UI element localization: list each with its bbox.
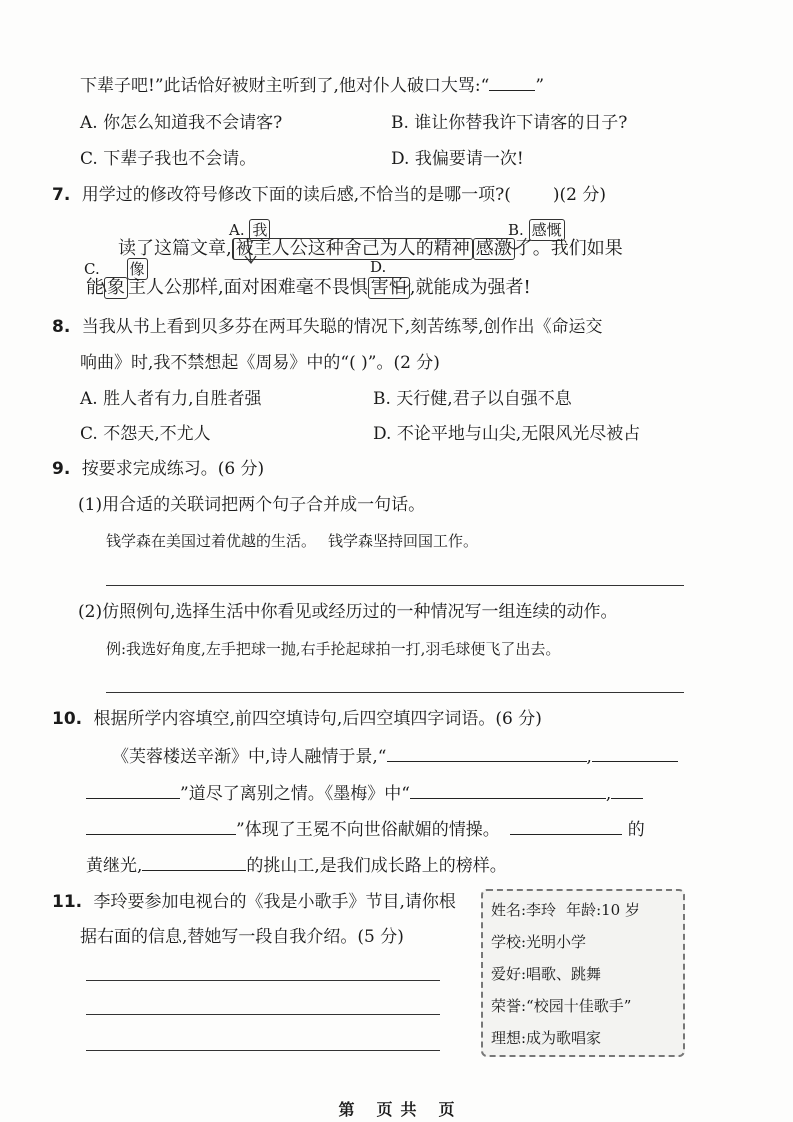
q11-answer-line-1[interactable] xyxy=(86,980,440,981)
page-footer: 第 页 共 页 xyxy=(338,1100,455,1119)
q6-option-b[interactable]: B. 谁让你替我许下请客的日子? xyxy=(391,113,628,133)
q7-word-xiang: 象 xyxy=(104,277,128,299)
q7-correction-marks xyxy=(0,0,793,320)
q6-option-c[interactable]: C. 下辈子我也不会请。 xyxy=(80,149,257,169)
q11-stem-line2: 据右面的信息,替她写一段自我介绍。(5 分) xyxy=(80,927,404,947)
q10-blank-4-cont[interactable] xyxy=(86,818,236,835)
card-dream: 理想:成为歌唱家 xyxy=(491,1029,602,1047)
q8-option-d[interactable]: D. 不论平地与山尖,无限风光尽被占 xyxy=(373,424,641,444)
q9-part2-answer-line[interactable] xyxy=(106,692,684,693)
q10-stem: 10. 根据所学内容填空,前四空填诗句,后四空填四字词语。(6 分) xyxy=(52,709,542,729)
q7-word-c: 像 xyxy=(127,258,148,280)
q9-part1-sentences: 钱学森在美国过着优越的生活。 钱学森坚持回国工作。 xyxy=(106,532,479,550)
q10-blank-4[interactable] xyxy=(611,782,643,799)
q6-option-d[interactable]: D. 我偏要请一次! xyxy=(391,149,524,169)
q7-insert-mark: 被主人公这种舍己为人的精神 xyxy=(232,238,473,260)
card-hobby: 爱好:唱歌、跳舞 xyxy=(491,965,602,983)
q9-part1-answer-line[interactable] xyxy=(106,585,684,586)
card-school: 学校:光明小学 xyxy=(491,933,587,951)
q8-stem-line2: 响曲》时,我不禁想起《周易》中的“( )”。(2 分) xyxy=(80,353,440,373)
q10-line2: ”道尽了离别之情。《墨梅》中“ , xyxy=(86,782,643,805)
q10-blank-2[interactable] xyxy=(592,745,678,762)
card-honor: 荣誉:“校园十佳歌手” xyxy=(491,997,632,1015)
q10-blank-5[interactable] xyxy=(510,818,622,835)
q11-answer-line-3[interactable] xyxy=(86,1050,440,1051)
q7-mark-d: D. xyxy=(370,258,387,276)
q7-word-ganji: 感激 xyxy=(473,238,515,260)
q8-option-b[interactable]: B. 天行健,君子以自强不息 xyxy=(373,389,572,409)
q9-stem: 9. 按要求完成练习。(6 分) xyxy=(52,459,265,479)
q10-line1: 《芙蓉楼送辛渐》中,诗人融情于景,“ , xyxy=(112,745,678,768)
q11-stem-line1: 11. 李玲要参加电视台的《我是小歌手》节目,请你根 xyxy=(52,892,456,912)
q8-option-c[interactable]: C. 不怨天,不尤人 xyxy=(80,424,211,444)
q7-mark-a: A. 我 xyxy=(229,219,270,241)
q10-blank-1[interactable] xyxy=(387,745,587,762)
q10-blank-3[interactable] xyxy=(410,782,606,799)
q7-passage-line1: 读了这篇文章, 被主人公这种舍己为人的精神 感激 了。我们如果 xyxy=(118,238,623,259)
q7-mark-b: B. 感慨 xyxy=(508,219,565,241)
q7-word-a: 我 xyxy=(249,219,270,241)
q7-word-b: 感慨 xyxy=(529,219,565,241)
q10-blank-6[interactable] xyxy=(142,854,246,871)
q7-passage-line2: 能 象 主人公那样,面对困难毫不畏惧 害怕 ,就能成为强者! xyxy=(86,277,531,298)
q9-part1-instruction: (1)用合适的关联词把两个句子合并成一句话。 xyxy=(78,495,426,515)
q7-word-haipa: 害怕 xyxy=(368,277,410,299)
q11-answer-line-2[interactable] xyxy=(86,1014,440,1015)
q7-stem: 7. 用学过的修改符号修改下面的读后感,不恰当的是哪一项?( )(2 分) xyxy=(52,185,606,205)
q8-option-a[interactable]: A. 胜人者有力,自胜者强 xyxy=(80,389,262,409)
card-name-age: 姓名:李玲 年龄:10 岁 xyxy=(491,901,640,919)
q8-stem-line1: 8. 当我从书上看到贝多芬在两耳失聪的情况下,刻苦练琴,创作出《命运交 xyxy=(52,317,603,337)
q9-part2-instruction: (2)仿照例句,选择生活中你看见或经历过的一种情况写一组连续的动作。 xyxy=(78,602,618,622)
q11-info-card xyxy=(481,889,685,1057)
q7-mark-c: C. 像 xyxy=(84,258,148,280)
q6-option-a[interactable]: A. 你怎么知道我不会请客? xyxy=(80,113,283,133)
q9-part2-example: 例:我选好角度,左手把球一抛,右手抡起球拍一打,羽毛球便飞了出去。 xyxy=(106,640,561,658)
q6-continuation: 下辈子吧!”此话恰好被财主听到了,他对仆人破口大骂:“ ” xyxy=(80,76,545,96)
q10-line3: ”体现了王冕不向世俗献媚的情操。 的 xyxy=(86,818,645,841)
q10-blank-2-cont[interactable] xyxy=(86,782,180,799)
q10-line4: 黄继光, 的挑山工,是我们成长路上的榜样。 xyxy=(86,856,507,876)
